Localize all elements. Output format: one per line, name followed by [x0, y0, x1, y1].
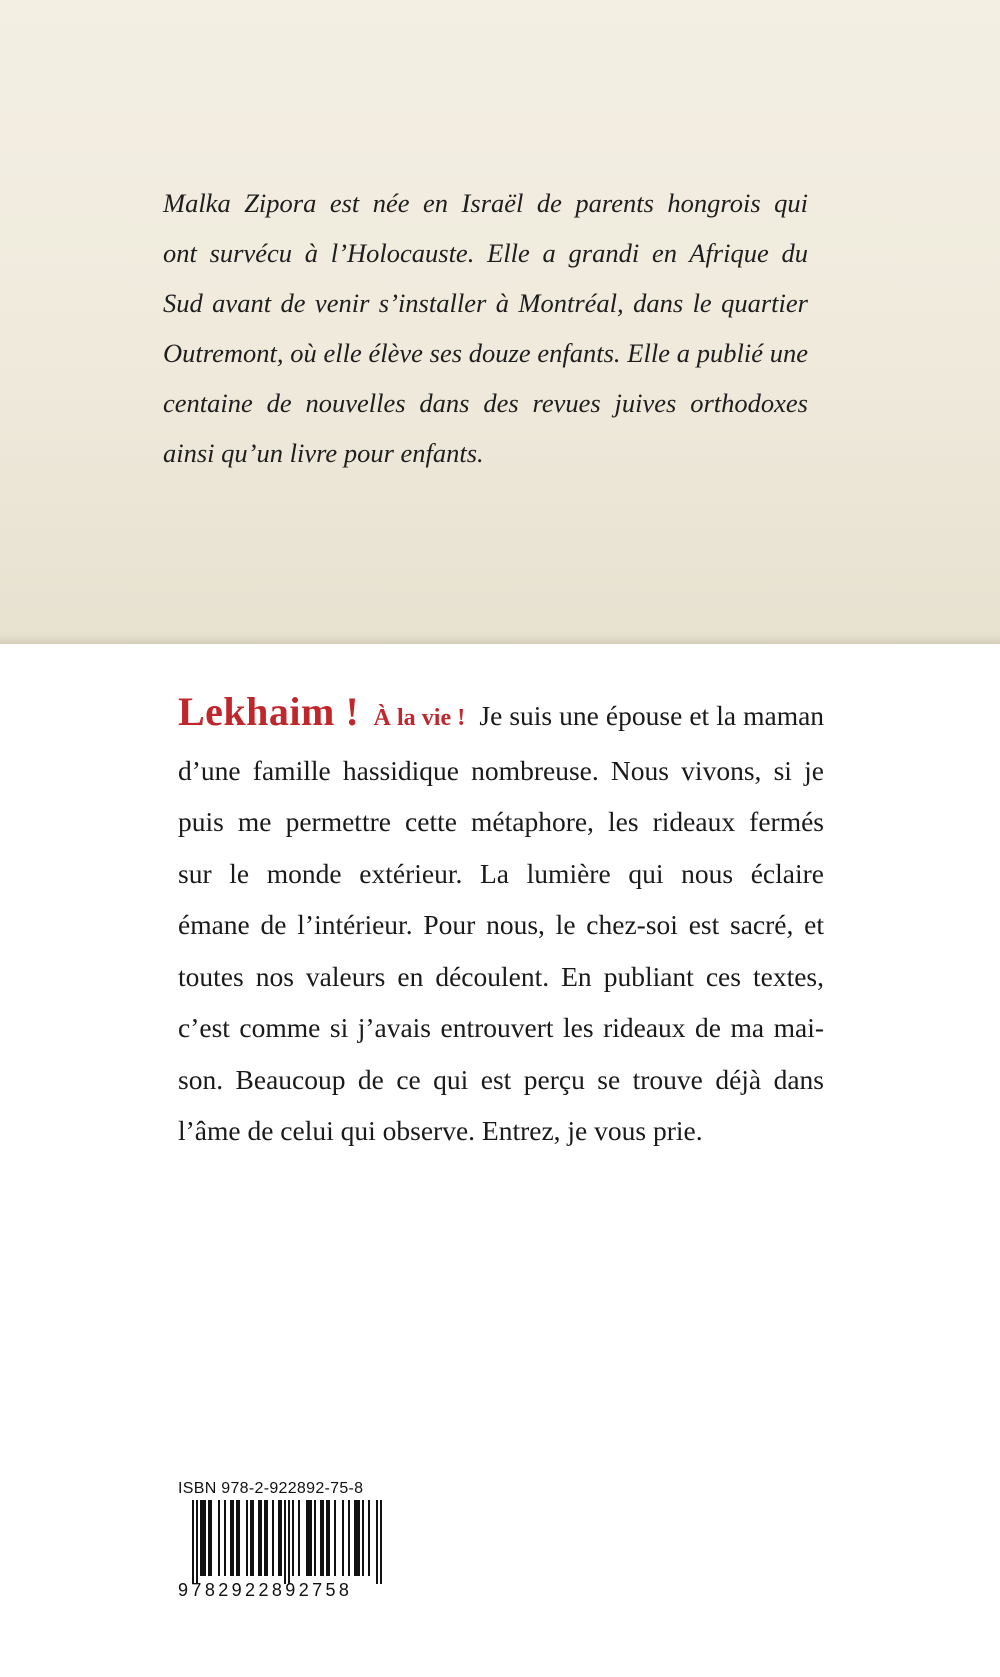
barcode-bar: [284, 1500, 286, 1584]
back-cover-blurb: [178, 686, 824, 1157]
blurb-lead-subtitle: À la vie !: [373, 705, 466, 731]
barcode-bar: [202, 1500, 204, 1576]
barcode-bar: [258, 1500, 260, 1576]
barcode-bar: [348, 1500, 350, 1576]
barcode-bar: [292, 1500, 294, 1576]
barcode-bar: [204, 1500, 206, 1576]
barcode-bar: [260, 1500, 262, 1576]
barcode-bar: [358, 1500, 360, 1576]
barcode-bar: [306, 1500, 308, 1576]
barcode-bar: [230, 1500, 232, 1576]
barcode-bar: [232, 1500, 234, 1576]
barcode-bar: [322, 1500, 324, 1576]
barcode-bar: [298, 1500, 300, 1576]
author-bio-line: Outremont, où elle élève ses douze enfants. Elle a publié une: [163, 338, 808, 368]
barcode-bar: [272, 1500, 274, 1576]
barcode-bar: [196, 1500, 198, 1584]
author-bio-line: centaine de nouvelles dans des revues juives orthodoxes: [163, 388, 808, 418]
barcode-bar: [354, 1500, 356, 1576]
barcode-bar: [288, 1500, 290, 1584]
isbn-label: ISBN 978-2-922892-75-8: [178, 1480, 364, 1497]
barcode-bar: [368, 1500, 370, 1576]
barcode-bar: [192, 1500, 194, 1584]
barcode-bar: [314, 1500, 316, 1576]
barcode-bar: [326, 1500, 328, 1576]
blurb-line: d’une famille hassidique nombreuse. Nous vivons, si je: [178, 754, 824, 786]
blurb-first-line: [178, 686, 824, 745]
barcode-bar: [218, 1500, 220, 1576]
barcode-bar: [200, 1500, 202, 1576]
barcode-bar: [236, 1500, 238, 1576]
barcode-bar: [266, 1500, 268, 1576]
barcode-bar: [278, 1500, 280, 1576]
blurb-line: sur le monde extérieur. La lumière qui nous éclaire: [178, 857, 824, 889]
barcode-bar: [356, 1500, 358, 1576]
barcode-digits: 9782922892758: [178, 1580, 353, 1600]
author-bio-line: ainsi qu’un livre pour enfants.: [163, 438, 484, 468]
barcode-bar: [328, 1500, 330, 1576]
blurb-line: toutes nos valeurs en découlent. En publiant ces textes,: [178, 960, 824, 992]
barcode-bar: [342, 1500, 344, 1576]
blurb-line: c’est comme si j’avais entrouvert les rideaux de ma mai-: [178, 1012, 824, 1043]
blurb-first-line-text: Je suis une épouse et la maman: [479, 700, 825, 731]
blurb-line: émane de l’intérieur. Pour nous, le chez-soi est sacré, et: [178, 909, 824, 940]
barcode-bar: [320, 1500, 322, 1576]
barcode-bar: [246, 1500, 248, 1576]
author-bio-line: Malka Zipora est née en Israël de parents hongrois qui: [163, 188, 808, 218]
barcode-bar: [250, 1500, 252, 1576]
barcode-bar: [252, 1500, 254, 1576]
blurb-line: puis me permettre cette métaphore, les rideaux fermés: [178, 806, 824, 837]
barcode-bar: [334, 1500, 336, 1576]
barcode-bar: [380, 1500, 382, 1584]
author-bio-panel: [0, 0, 1000, 644]
barcode-bar: [362, 1500, 364, 1576]
barcode-bar: [310, 1500, 312, 1576]
blurb-line: son. Beaucoup de ce qui est perçu se trouve déjà dans: [178, 1063, 824, 1095]
blurb-lead-title: Lekhaim !: [178, 689, 360, 734]
barcode-bar: [210, 1500, 212, 1576]
author-bio-line: ont survécu à l’Holocauste. Elle a grandi en Afrique du: [163, 238, 808, 268]
barcode-bar: [264, 1500, 266, 1576]
barcode-bars: [178, 1500, 390, 1586]
barcode-bar: [280, 1500, 282, 1576]
blurb-line: l’âme de celui qui observe. Entrez, je vous prie.: [178, 1115, 703, 1146]
barcode-bar: [308, 1500, 310, 1576]
author-bio-line: Sud avant de venir s’installer à Montréal, dans le quartier: [163, 288, 808, 318]
barcode-bar: [208, 1500, 210, 1576]
author-bio: [163, 178, 808, 478]
isbn-barcode: [178, 1480, 390, 1606]
barcode-bar: [238, 1500, 240, 1576]
barcode-bar: [224, 1500, 226, 1576]
barcode-bar: [376, 1500, 378, 1584]
